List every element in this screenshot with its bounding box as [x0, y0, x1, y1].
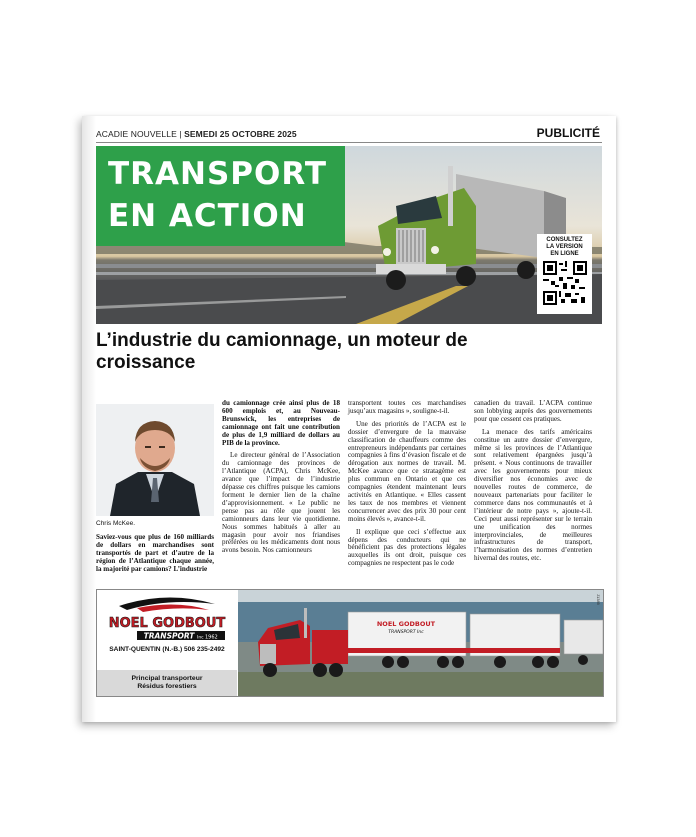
ad-brand-line2: TRANSPORT — [143, 631, 195, 641]
ad-brand-suffix: Inc — [197, 635, 204, 641]
column4-paragraph2: La menace des tarifs américains constitue un autre dossier d’envergure, même si les provinces de l’Atlantique sont relativement épargnées jusqu’à présent. « Nous continuons de travailler avec les gouvernements pour mieux diversifier nos économies avec de nouvelles routes de commerce, de nouveaux partenariats pour faciliter le commerce dans nos communautés et à l’intérieur de notre pays », ajoute-t-il. Ceci peut aussi représenter sur le terrain une unification des normes interprovinciales, de meilleures infrastructures de transport, l’harmonisation des normes d’entretien hivernal des routes, etc. — [474, 427, 592, 563]
qr-label-line3: EN LIGNE — [550, 251, 579, 257]
article-column-3 — [348, 400, 466, 573]
header-separator: | — [176, 129, 185, 139]
noel-godbout-logo — [97, 590, 237, 646]
publication-line — [96, 129, 297, 139]
hero-title-box — [96, 146, 345, 246]
hero-title-line2: EN ACTION — [108, 198, 307, 234]
page-fold-shadow — [82, 116, 96, 722]
article-intro — [96, 534, 214, 574]
advertisement-noel-godbout[interactable] — [96, 589, 604, 697]
column4-paragraph1: canadien du travail. L’ACPA continue son lobbying auprès des gouvernements pour que cessent ces pratiques. — [474, 399, 592, 423]
trailer-brand-text: NOEL GODBOUT — [376, 620, 436, 628]
article-intro-text: Saviez-vous que plus de 160 milliards de dollars en marchandises sont transportés de part et d’autre de la région de l’Atlantique chaque année, la majorité par camions? L’industrie — [96, 533, 214, 573]
column2-paragraph1-text: du camionnage crée ainsi plus de 18 600 emplois et, au Nouveau-Brunswick, les entreprises de camionnage ont fait une contribution de plus de 1,9 milliard de dollars au PIB de la province. — [222, 399, 340, 447]
article-column-2 — [222, 400, 340, 560]
online-version-qr[interactable] — [537, 234, 592, 314]
publication-date: SEMEDI 25 OCTOBRE 2025 — [184, 129, 297, 139]
hero-title-line1: TRANSPORT — [108, 156, 327, 192]
ad-reference-code: J1389 — [596, 594, 601, 605]
column2-paragraph1 — [222, 400, 340, 447]
ad-truck-illustration — [238, 590, 603, 696]
qr-label-line2: LA VERSION — [546, 244, 583, 250]
ad-brand-year: 1962 — [205, 634, 218, 641]
qr-label-line1: CONSULTEZ — [546, 237, 583, 243]
column3-paragraph1: transportent toutes ces marchandises jusqu’aux magasins », souligne-t-il. — [348, 399, 466, 415]
ad-brand-panel — [97, 590, 237, 696]
ad-tagline1: Principal transporteur — [131, 675, 203, 682]
ad-city-phone: SAINT-QUENTIN (N.-B.) 506 235-2492 — [109, 646, 225, 653]
qr-code-icon — [543, 261, 587, 305]
ad-truck-photo — [238, 590, 603, 696]
ad-tagline2: Résidus forestiers — [137, 683, 197, 690]
article-column-1 — [96, 534, 214, 579]
column2-paragraph2: Le directeur général de l’Association du camionnage des provinces de l’Atlantique (ACPA), Chris McKee, avance que l’impact de l’industrie dépasse ces chiffres puisque les camions forment le dernier lien de la chaîne d’approvisionnement. « Le public ne pense pas au rôle que jouent les camionneurs dans leur vie quotidienne. Nous sommes habitués à aller au magasin pour avoir nos friandises préférées ou les médicaments dont nous avons besoin. Nos camionneurs — [222, 451, 340, 555]
trailer-brand-subtext: TRANSPORT Inc — [388, 630, 424, 635]
page-header — [96, 128, 602, 143]
publication-name: ACADIE NOUVELLE — [96, 129, 177, 139]
column3-paragraph2: Une des priorités de l’ACPA est le dossier d’envergure de la mauvaise classification de chauffeurs comme des entrepreneurs indépendants par certaines compagnies à fins d’évasion fiscale et de dérogation aux normes de travail. M. McKee avance que ce stratagème est plus commun en Ontario et que ces compagnies étendent maintenant leurs activités en Atlantique. « Elles cassent les taux de nos membres et viennent concurrencer avec des prix 30 pour cent moins élevés », avance-t-il. — [348, 419, 466, 523]
column3-paragraph3: Il explique que ceci s’effectue aux dépens des conducteurs qui ne bénéficient pas des protections légales auxquelles ils ont droit, puisque ces compagnies ne respectent pas le code — [348, 527, 466, 568]
photo-caption: Chris McKee. — [96, 520, 136, 527]
portrait-illustration — [96, 404, 214, 516]
section-label: PUBLICITÉ — [536, 126, 600, 140]
newspaper-page — [82, 116, 616, 722]
article-headline: L’industrie du camionnage, un moteur de croissance — [96, 330, 468, 373]
article-column-4 — [474, 400, 592, 568]
qr-label — [537, 237, 592, 258]
ad-tagline-band — [97, 670, 237, 696]
portrait-photo — [96, 404, 214, 516]
ad-brand-line1: NOEL GODBOUT — [108, 616, 226, 631]
